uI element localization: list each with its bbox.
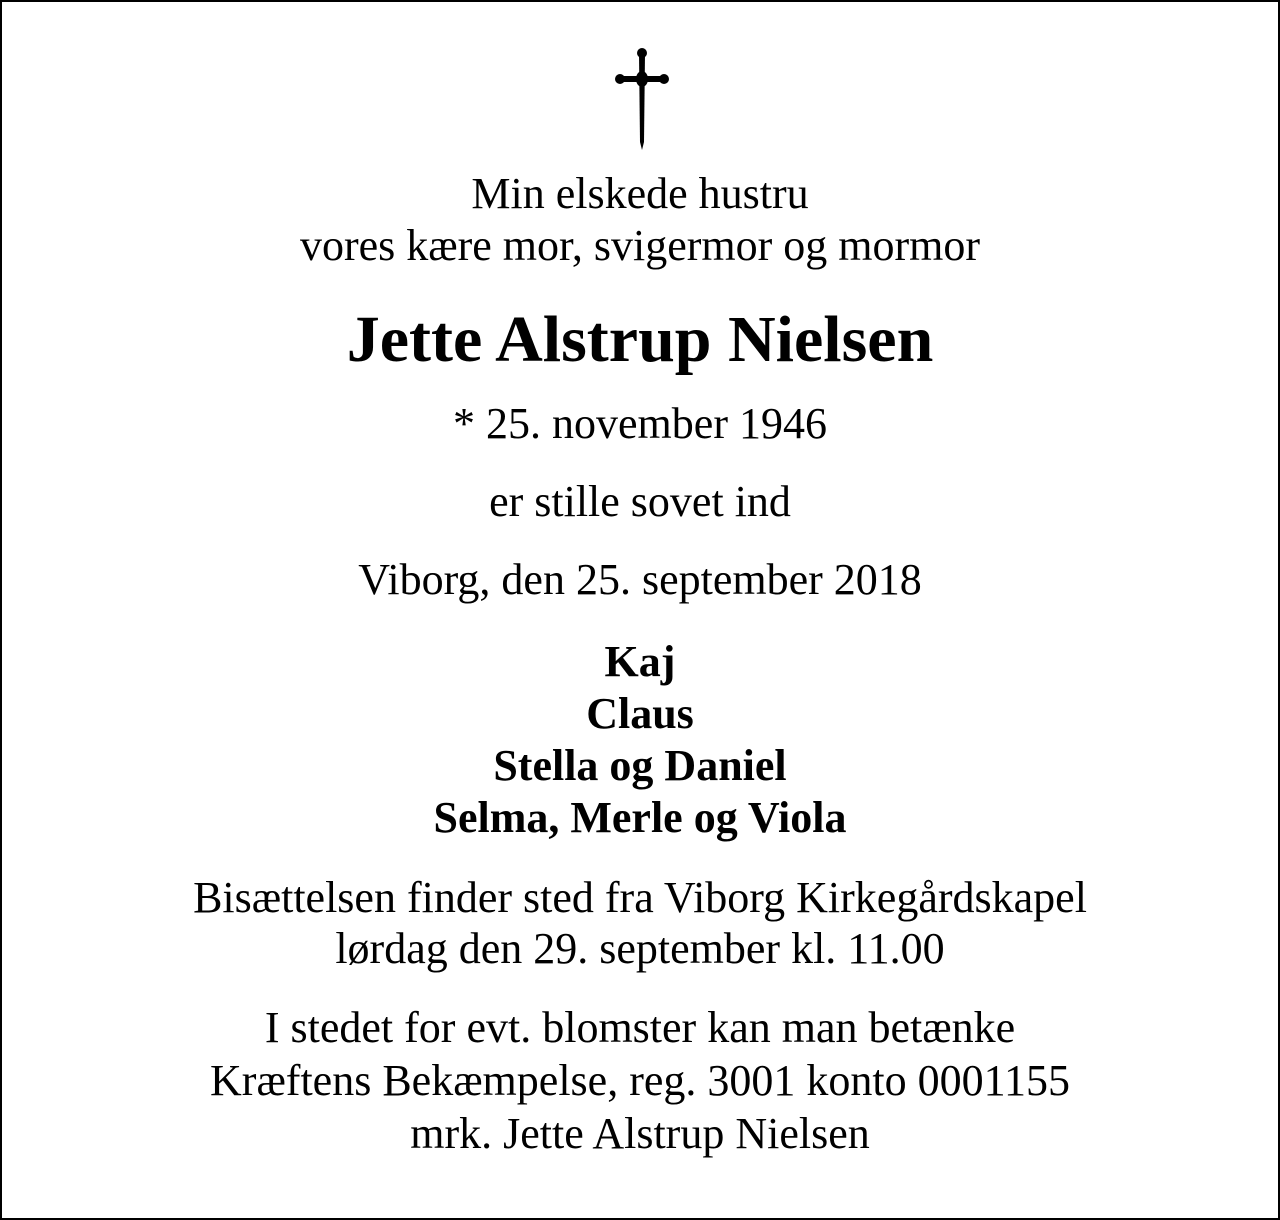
mourner-3: Stella og Daniel — [493, 741, 787, 790]
intro-line-2: vores kære mor, svigermor og mormor — [299, 221, 981, 270]
mourner-1: Kaj — [604, 637, 676, 686]
passed-text: er stille sovet ind — [489, 477, 791, 526]
donation-line-1: I stedet for evt. blomster kan man betænke — [264, 1003, 1016, 1052]
funeral-line-2: lørdag den 29. september kl. 11.00 — [335, 924, 945, 973]
birth-date: * 25. november 1946 — [453, 399, 827, 448]
mourner-4: Selma, Merle og Viola — [433, 793, 847, 842]
cross-icon — [612, 46, 672, 152]
place-and-date: Viborg, den 25. september 2018 — [358, 555, 922, 604]
funeral-line-1: Bisættelsen finder sted fra Viborg Kirkegårdskapel — [193, 873, 1087, 922]
donation-line-3: mrk. Jette Alstrup Nielsen — [410, 1109, 870, 1158]
donation-line-2: Kræftens Bekæmpelse, reg. 3001 konto 0001155 — [210, 1056, 1070, 1105]
deceased-name: Jette Alstrup Nielsen — [346, 303, 934, 376]
mourner-2: Claus — [586, 689, 694, 738]
intro-line-1: Min elskede hustru — [471, 169, 809, 218]
